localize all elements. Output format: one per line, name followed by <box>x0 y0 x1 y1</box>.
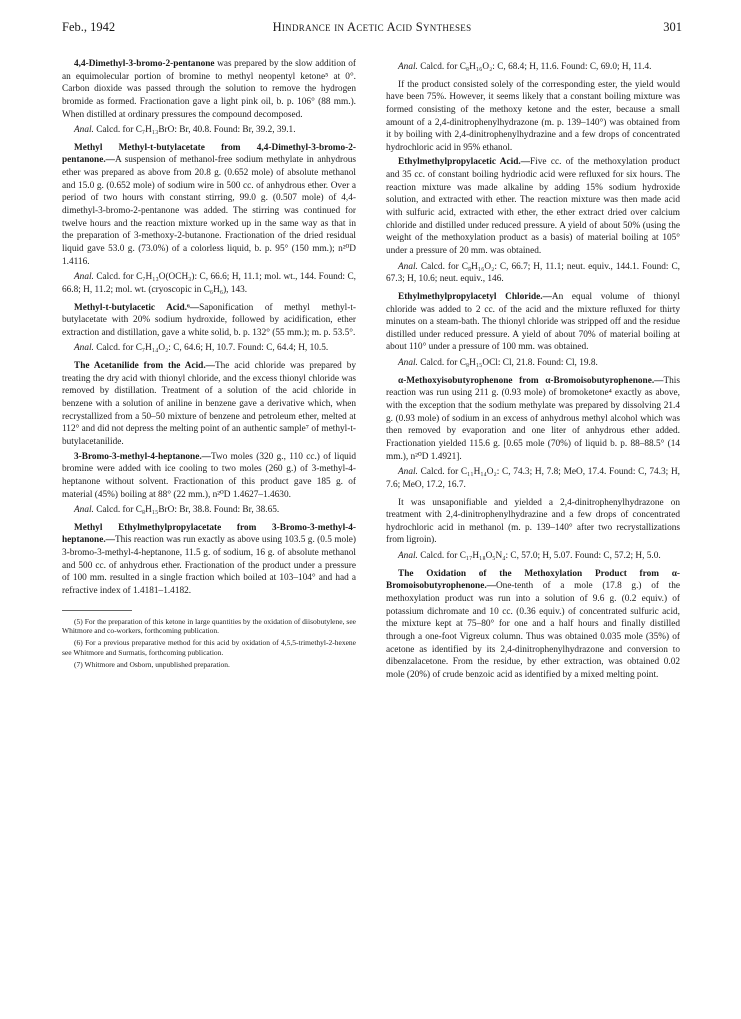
paragraph-text: Two moles (320 g., 110 cc.) of liquid bromine were added with ice cooling to two moles (260 g.) of 3-methyl-4-heptanone without solvent. Fractionation of this product gave 185 g. of material (45%) boiling at 88° (22 mm.), n²⁰D 1.4627–1.4630. <box>62 451 356 500</box>
paragraph-text: A suspension of methanol-free sodium methylate in anhydrous ether was prepared as above from 20.8 g. (0.652 mole) of absolute methanol and 15.0 g. (0.652 mole) of sodium wire in 500 cc. of anhydrous ether. Over a period of two hours with constant stirring, 99.0 g. (0.507 mole) of 4,4-dimethyl-3-bromo-2-pentanone was added. The stirring was continued for twelve hours and the reaction mixture worked up in the same way as that in the preparation of 3-methoxy-2-butanone. Fractionation of the dried residual liquid gave 53.0 g. (73.0%) of a colorless liquid, b. p. 95° (150 mm.); n²⁰D 1.4116. <box>62 155 356 267</box>
paragraph-text: Calcd. for C₈H₁₅OCl: Cl, 21.8. Found: Cl, 19.8. <box>417 358 598 369</box>
section-heading: Methyl Ethylmethylpropylacetate from 3-Bromo-3-methyl-4-heptanone.— <box>62 522 356 546</box>
body-paragraph <box>386 497 680 548</box>
paragraph-text: An equal volume of thionyl chloride was added to 2 cc. of the acid and the mixture refluxed for thirty minutes on a steam-bath. The thionyl chloride was stripped off and the residue distilled under reduced pressure. A yield of about 70% of material boiling at about 110° under a pressure of 100 mm. was obtained. <box>386 291 680 353</box>
section-heading: 4,4-Dimethyl-3-bromo-2-pentanone <box>74 59 215 69</box>
header-page-number: 301 <box>663 20 682 34</box>
paragraph-text: Calcd. for C₇H₁₄O₂: C, 64.6; H, 10.7. Found: C, 64.4; H, 10.5. <box>93 343 329 354</box>
analysis-paragraph <box>386 61 680 74</box>
header-title: Hindrance in Acetic Acid Syntheses <box>272 20 472 34</box>
header-date: Feb., 1942 <box>62 20 116 34</box>
section-heading: Ethylmethylpropylacetyl Chloride.— <box>398 291 552 302</box>
footnote: (5) For the preparation of this ketone in large quantities by the oxidation of diisobutylene, see Whitmore and co-workers, forthcoming publication. <box>62 616 356 636</box>
paragraph-text: Calcd. for C₈H₁₅BrO: Br, 38.8. Found: Br, 38.65. <box>93 505 280 516</box>
paragraph-text: Saponification of methyl methyl-t-butylacetate with 20% sodium hydroxide, followed by acidification, ether extraction and distillation, gave a white solid, b. p. 132° (55 mm.); m. p. 53.5°. <box>62 302 356 338</box>
left-column <box>62 58 356 998</box>
analysis-paragraph <box>62 504 356 517</box>
analysis-label: Anal. <box>74 272 94 283</box>
paragraph-text: The acid chloride was prepared by treating the dry acid with thionyl chloride, and the excess thionyl chloride was removed by distillation. Treatment of a solution of the acid chloride in benzene with a solution of aniline in benzene gave a derivative which, when recrystallized from a 50–50 mixture of benzene and petroleum ether, melted at 112° and did not depress the melting point of an authentic sample⁷ of methyl-t-butylacetanilide. <box>62 361 356 447</box>
footnote: (7) Whitmore and Osborn, unpublished preparation. <box>74 659 230 669</box>
section-heading: Ethylmethylpropylacetic Acid.— <box>398 157 530 168</box>
paragraph-text: This reaction was run exactly as above using 103.5 g. (0.5 mole) 3-bromo-3-methyl-4-heptanone, 11.5 g. of sodium, 16 g. of absolute methanol and 500 cc. of anhydrous ether. Fractionation of the product under a pressure of 100 mm. resulted in a single fraction which boiled at 103–104° and had a refractive index of 1.4181–1.4182. <box>62 535 356 596</box>
analysis-label: Anal. <box>398 62 418 72</box>
analysis-label: Anal. <box>398 551 418 562</box>
section-heading: The Oxidation of the Methoxylation Product from α-Bromoisobutyrophenone.— <box>386 568 680 592</box>
analysis-paragraph <box>386 466 680 491</box>
paragraph-text: Calcd. for C₇H₁₃BrO: Br, 40.8. Found: Br, 39.2, 39.1. <box>93 125 296 136</box>
paragraph-text: If the product consisted solely of the corresponding ester, the yield would have been 75%. However, it seems likely that a constant boiling mixture was formed consisting of the methoxy ketone and the ester, because a small amount of a 2,4-dinitrophenylhydrazone (m. p. 139–140°) was obtained from it by boiling with 2,4-dinitrophenylhydrazine and a few drops of concentrated hydrochloric acid in 95% ethanol. <box>386 79 680 153</box>
section-paragraph <box>62 302 356 340</box>
paragraph-text: was prepared by the slow addition of an equimolecular portion of bromine to methyl neopentyl ketone⁵ at 0°. Carbon dioxide was passed through the solution to remove the hydrogen bromide as formed. Fractionation gave a light pink oil, b. p. 106° (88 mm.). When distilled at ordinary pressures the compound decomposed. <box>62 59 356 120</box>
paragraph-text: This reaction was run using 211 g. (0.93 mole) of bromoketone⁴ exactly as above, with the exception that the sodium methylate was prepared by dissolving 21.4 g. (0.93 mole) of sodium in an excess of anhydrous methyl alcohol which was then removed by evaporation and one liter of anhydrous ether added. Fractionation yielded 115.6 g. [0.65 mole (70%) of liquid b. p. 88–88.5° (14 mm.), n²⁰D 1.4921]. <box>386 375 680 462</box>
analysis-paragraph <box>62 342 356 355</box>
paragraph-text: Five cc. of the methoxylation product and 35 cc. of constant boiling hydriodic acid were refluxed for six hours. The reaction mixture was made alkaline by adding 15% sodium hydroxide solution, and extracted with ether. The reaction mixture was then made acid with sulfuric acid, extracted with ether, the ether extract dried over calcium chloride and distilled under reduced pressure. A yield of about 50% (using the weight of the methoxylation product as a basis) of material boiling at 105° under a pressure of 20 mm. was obtained. <box>386 157 680 256</box>
analysis-paragraph <box>386 550 680 563</box>
analysis-paragraph <box>386 261 680 286</box>
section-paragraph <box>62 522 356 598</box>
body-paragraph <box>386 79 680 155</box>
paragraph-text: Calcd. for C₇H₁₃O(OCH₃): C, 66.6; H, 11.1; mol. wt., 144. Found: C, 66.8; H, 11.2; mol. wt. (cryoscopic in C₆H₆), 143. <box>62 272 356 295</box>
paragraph-text: Calcd. for C₈H₁₆O₂: C, 66.7; H, 11.1; neut. equiv., 144.1. Found: C, 67.3; H, 10.6; neut. equiv., 146. <box>386 261 680 285</box>
paragraph-text: It was unsaponifiable and yielded a 2,4-dinitrophenylhydrazone on treatment with 2,4-dinitrophenylhydrazine and a few drops of concentrated hydrochloric acid in methanol (m. p. 139–140° after two recrystallizations from ligroin). <box>386 497 680 546</box>
footnote-divider <box>62 610 132 611</box>
analysis-label: Anal. <box>398 358 418 369</box>
analysis-label: Anal. <box>74 505 94 516</box>
paragraph-text: Calcd. for C₁₇H₁₈O₅N₄: C, 57.0; H, 5.07. Found: C, 57.2; H, 5.0. <box>417 551 661 562</box>
section-heading: Methyl Methyl-t-butylacetate from 4,4-Dimethyl-3-bromo-2-pentanone.— <box>62 142 356 166</box>
analysis-paragraph <box>62 271 356 296</box>
section-heading: Methyl-t-butylacetic Acid.⁶— <box>74 302 200 313</box>
footnote: (6) For a previous preparative method for this acid by oxidation of 4,5,5-trimethyl-2-hexene see Whitmore and Surmatis, forthcoming publication. <box>62 638 356 657</box>
section-heading: 3-Bromo-3-methyl-4-heptanone.— <box>74 451 211 462</box>
section-paragraph <box>386 568 680 682</box>
analysis-label: Anal. <box>398 467 418 478</box>
section-paragraph <box>386 156 680 257</box>
right-column <box>386 58 680 998</box>
analysis-paragraph <box>62 124 356 137</box>
section-paragraph <box>62 360 356 448</box>
section-paragraph <box>386 375 680 463</box>
section-paragraph <box>62 451 356 502</box>
analysis-paragraph <box>386 357 680 370</box>
section-paragraph <box>62 58 356 121</box>
analysis-label: Anal. <box>74 125 94 136</box>
paragraph-text: One-tenth of a mole (17.8 g.) of the methoxylation product was run into a solution of 9.6 g. (0.2 equiv.) of potassium dichromate and 10 cc. (0.36 equiv.) of concentrated sulfuric acid, the mixture kept at 75–80° for one and a half hours and finally distilled through a one-foot Vigreux column. Thus was obtained 0.035 mole (35%) of acetone as identified by its 2,4-dinitrophenylhydrazone and conversion to dibenzalacetone. From the residue, by ether extraction, was obtained 0.02 mole (20%) of crude benzoic acid as identified by a mixed melting point. <box>386 581 680 680</box>
section-paragraph <box>386 291 680 354</box>
section-heading: The Acetanilide from the Acid.— <box>74 361 215 372</box>
section-paragraph <box>62 142 356 268</box>
paragraph-text: Calcd. for C₈H₁₆O₂: C, 68.4; H, 11.6. Found: C, 69.0; H, 11.4. <box>417 62 652 72</box>
section-heading: α-Methoxyisobutyrophenone from α-Bromoisobutyrophenone.— <box>398 375 664 386</box>
analysis-label: Anal. <box>74 343 94 354</box>
running-header <box>62 20 682 40</box>
paragraph-text: Calcd. for C₁₁H₁₄O₂: C, 74.3; H, 7.8; MeO, 17.4. Found: C, 74.3; H, 7.6; MeO, 17.2, 16.7. <box>386 467 680 490</box>
analysis-label: Anal. <box>398 261 418 272</box>
